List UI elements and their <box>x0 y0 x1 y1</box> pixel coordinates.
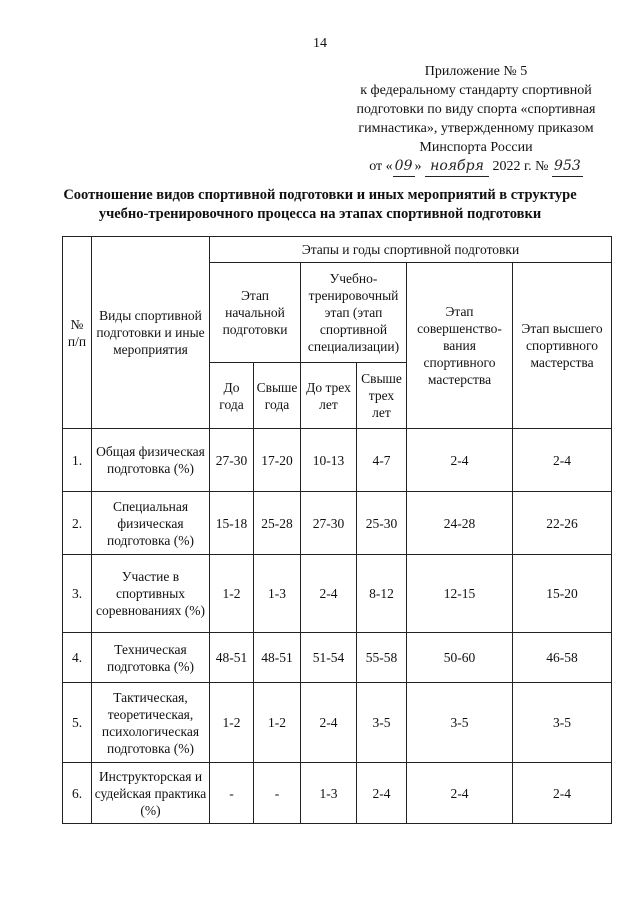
row-num: 2. <box>63 492 92 555</box>
cell-value: 50-60 <box>407 633 513 683</box>
row-name: Специальная физическая подготовка (%) <box>92 492 210 555</box>
row-num: 4. <box>63 633 92 683</box>
appendix-line: подготовки по виду спорта «спортивная <box>356 102 596 117</box>
cell-value: 4-7 <box>357 429 407 492</box>
order-month: ноября <box>425 157 489 177</box>
cell-value: 25-30 <box>357 492 407 555</box>
row-name: Техническая подготовка (%) <box>92 633 210 683</box>
training-ratio-table <box>62 236 612 824</box>
row-name: Участие в спортивных соревнованиях (%) <box>92 555 210 633</box>
header-stage-initial: Этап начальной подготовки <box>210 263 301 363</box>
appendix-line: Приложение № 5 <box>424 64 528 79</box>
appendix-line: гимнастика», утвержденному приказом <box>358 121 594 136</box>
header-sub-up-to-year: До года <box>210 363 254 429</box>
cell-value: 2-4 <box>301 555 357 633</box>
header-num: № п/п <box>63 237 92 429</box>
header-stages-group: Этапы и годы спортивной подготовки <box>210 237 612 263</box>
header-type: Виды спортивной подготовки и иные мероприятия <box>92 237 210 429</box>
cell-value: 10-13 <box>301 429 357 492</box>
cell-value: - <box>254 763 301 824</box>
cell-value: 1-2 <box>210 555 254 633</box>
cell-value: 27-30 <box>210 429 254 492</box>
cell-value: 55-58 <box>357 633 407 683</box>
header-stage-higher: Этап высшего спортивного мастерства <box>513 263 612 429</box>
cell-value: 1-3 <box>301 763 357 824</box>
order-number: 953 <box>552 157 583 177</box>
header-stage-training: Учебно-тренировочный этап (этап спортивной специализации) <box>301 263 407 363</box>
cell-value: 2-4 <box>513 763 612 824</box>
cell-value: 22-26 <box>513 492 612 555</box>
cell-value: 2-4 <box>357 763 407 824</box>
cell-value: 2-4 <box>513 429 612 492</box>
row-name: Инструкторская и судейская практика (%) <box>92 763 210 824</box>
appendix-line: к федеральному стандарту спортивной <box>360 83 592 98</box>
row-num: 6. <box>63 763 92 824</box>
cell-value: 46-58 <box>513 633 612 683</box>
table-row <box>63 683 612 763</box>
cell-value: 17-20 <box>254 429 301 492</box>
row-name: Тактическая, теоретическая, психологическая подготовка (%) <box>92 683 210 763</box>
cell-value: 15-20 <box>513 555 612 633</box>
cell-value: 8-12 <box>357 555 407 633</box>
cell-value: - <box>210 763 254 824</box>
document-title <box>40 186 600 224</box>
cell-value: 3-5 <box>357 683 407 763</box>
row-num: 5. <box>63 683 92 763</box>
cell-value: 1-2 <box>254 683 301 763</box>
order-day: 09 <box>393 157 415 177</box>
cell-value: 27-30 <box>301 492 357 555</box>
appendix-line: Минспорта России <box>419 140 533 155</box>
cell-value: 3-5 <box>513 683 612 763</box>
title-line: учебно-тренировочного процесса на этапах спортивной подготовки <box>98 206 542 222</box>
cell-value: 24-28 <box>407 492 513 555</box>
cell-value: 25-28 <box>254 492 301 555</box>
row-num: 3. <box>63 555 92 633</box>
table-row <box>63 763 612 824</box>
order-year: 2022 г. № <box>492 159 549 174</box>
table-row <box>63 633 612 683</box>
table-row <box>63 555 612 633</box>
cell-value: 2-4 <box>407 429 513 492</box>
header-sub-up-to-three: До трех лет <box>301 363 357 429</box>
appendix-header <box>336 62 616 177</box>
cell-value: 1-3 <box>254 555 301 633</box>
page-number: 14 <box>313 36 327 51</box>
header-sub-over-three: Свыше трех лет <box>357 363 407 429</box>
row-name: Общая физическая подготовка (%) <box>92 429 210 492</box>
cell-value: 48-51 <box>254 633 301 683</box>
table-row <box>63 429 612 492</box>
cell-value: 51-54 <box>301 633 357 683</box>
cell-value: 15-18 <box>210 492 254 555</box>
header-sub-over-year: Свыше года <box>254 363 301 429</box>
cell-value: 12-15 <box>407 555 513 633</box>
header-stage-perfection: Этап совершенство-вания спортивного мастерства <box>407 263 513 429</box>
cell-value: 1-2 <box>210 683 254 763</box>
order-mid: » <box>414 159 422 174</box>
cell-value: 48-51 <box>210 633 254 683</box>
cell-value: 2-4 <box>301 683 357 763</box>
row-num: 1. <box>63 429 92 492</box>
title-line: Соотношение видов спортивной подготовки и иных мероприятий в структуре <box>63 187 577 203</box>
cell-value: 2-4 <box>407 763 513 824</box>
order-prefix: от « <box>369 159 393 174</box>
cell-value: 3-5 <box>407 683 513 763</box>
table-row <box>63 492 612 555</box>
order-line <box>336 157 616 177</box>
